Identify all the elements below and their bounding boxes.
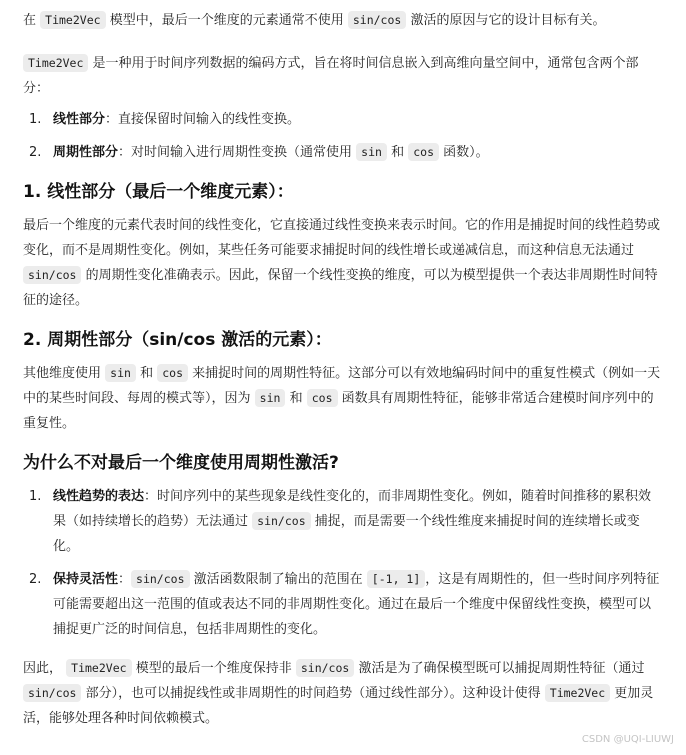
list-item-text: ：对时间输入进行周期性变换（通常使用 (118, 145, 353, 160)
inline-code: sin/cos (348, 11, 406, 29)
paragraph-text: 模型的最后一个维度保持非 (135, 661, 292, 676)
paragraph-text: 更加灵活，能够处理各种时间依赖模式。 (23, 686, 654, 726)
paragraph-text: 因此， (23, 661, 63, 676)
inline-code: sin/cos (296, 659, 354, 677)
list-item-text: ：时间序列中的某些现象是线性变化的，而非周期性变化。例如，随着时间推移的累积效果（如持续增长的趋势）无法通过 (53, 489, 652, 529)
definition-text: 是一种用于时间序列数据的编码方式，旨在将时间信息嵌入到高维向量空间中，通常包含两个部分： (23, 56, 639, 96)
inline-code: sin (255, 389, 286, 407)
paragraph-text: 最后一个维度的元素代表时间的线性变化，它直接通过线性变换来表示时间。它的作用是捕捉时间的线性趋势或变化，而不是周期性变化。例如，某些任务可能要求捕捉时间的线性增长或递减信息，而这种信息无法通过 (23, 218, 661, 258)
list-number: 2. (29, 572, 42, 587)
list-item-text: 捕捉，而是需要一个线性维度来捕捉时间的连续增长或变化。 (53, 514, 640, 554)
section-heading: 为什么不对最后一个维度使用周期性激活? (23, 453, 339, 473)
inline-code: sin (105, 364, 136, 382)
paragraph-text: 和 (140, 366, 154, 381)
answer-content (23, 8, 663, 731)
parts-list (23, 107, 663, 165)
inline-code: Time2Vec (23, 54, 88, 72)
inline-code: cos (157, 364, 188, 382)
intro-paragraph (23, 8, 663, 33)
list-item-title: 周期性部分 (53, 145, 119, 160)
intro-text: 在 (23, 13, 37, 28)
list-number: 1. (29, 112, 42, 127)
intro-text: 模型中，最后一个维度的元素通常不使用 (109, 13, 344, 28)
inline-code: Time2Vec (545, 684, 610, 702)
inline-code: cos (307, 389, 338, 407)
section-heading: 1. 线性部分（最后一个维度元素）： (23, 182, 294, 202)
csdn-watermark: CSDN @UQI-LIUWJ (581, 734, 674, 745)
list-item (23, 484, 663, 559)
list-number: 2. (29, 145, 42, 160)
list-item-text: ： (118, 572, 132, 587)
inline-code: sin/cos (23, 684, 81, 702)
definition-paragraph (23, 51, 663, 101)
paragraph-text: 部分），也可以捕捉线性或非周期性的时间趋势（通过线性部分）。这种设计使得 (85, 686, 541, 701)
reasons-list (23, 484, 663, 642)
paragraph-text: 函数具有周期性特征，能够非常适合建模时间序列中的重复性。 (23, 391, 654, 431)
list-item-text: 函数）。 (443, 145, 489, 160)
section-heading: 2. 周期性部分（sin/cos 激活的元素）： (23, 330, 332, 350)
list-number: 1. (29, 489, 42, 504)
inline-code: sin/cos (23, 266, 81, 284)
inline-code: [-1, 1] (367, 570, 425, 588)
intro-text: 激活的原因与它的设计目标有关。 (410, 13, 606, 28)
section-paragraph (23, 213, 663, 313)
list-item-text: ，这是有周期性的，但一些时间序列特征可能需要超出这一范围的值或表达不同的非周期性变化。通过在最后一个维度中保留线性变换，模型可以捕捉更广泛的时间信息，包括非周期性的变化。 (53, 572, 660, 637)
inline-code: sin/cos (252, 512, 310, 530)
inline-code: cos (408, 143, 439, 161)
list-item (23, 140, 663, 165)
inline-code: sin (356, 143, 387, 161)
inline-code: Time2Vec (66, 659, 131, 677)
paragraph-text: 激活是为了确保模型既可以捕捉周期性特征（通过 (358, 661, 645, 676)
list-item-title: 保持灵活性 (53, 572, 119, 587)
list-item (23, 107, 663, 132)
list-item-text: 激活函数限制了输出的范围在 (193, 572, 363, 587)
list-item-text: ：直接保留时间输入的线性变换。 (105, 112, 301, 127)
inline-code: sin/cos (131, 570, 189, 588)
inline-code: Time2Vec (40, 11, 105, 29)
list-item-title: 线性趋势的表达 (53, 489, 145, 504)
list-item-text: 和 (391, 145, 405, 160)
paragraph-text: 和 (289, 391, 303, 406)
conclusion-paragraph (23, 656, 663, 731)
paragraph-text: 的周期性变化准确表示。因此，保留一个线性变换的维度，可以为模型提供一个表达非周期性时间特征的途径。 (23, 268, 658, 308)
list-item-title: 线性部分 (53, 112, 106, 127)
list-item (23, 567, 663, 642)
paragraph-text: 来捕捉时间的周期性特征。这部分可以有效地编码时间中的重复性模式（例如一天中的某些时间段、每周的模式等），因为 (23, 366, 661, 406)
paragraph-text: 其他维度使用 (23, 366, 102, 381)
section-paragraph (23, 361, 663, 436)
